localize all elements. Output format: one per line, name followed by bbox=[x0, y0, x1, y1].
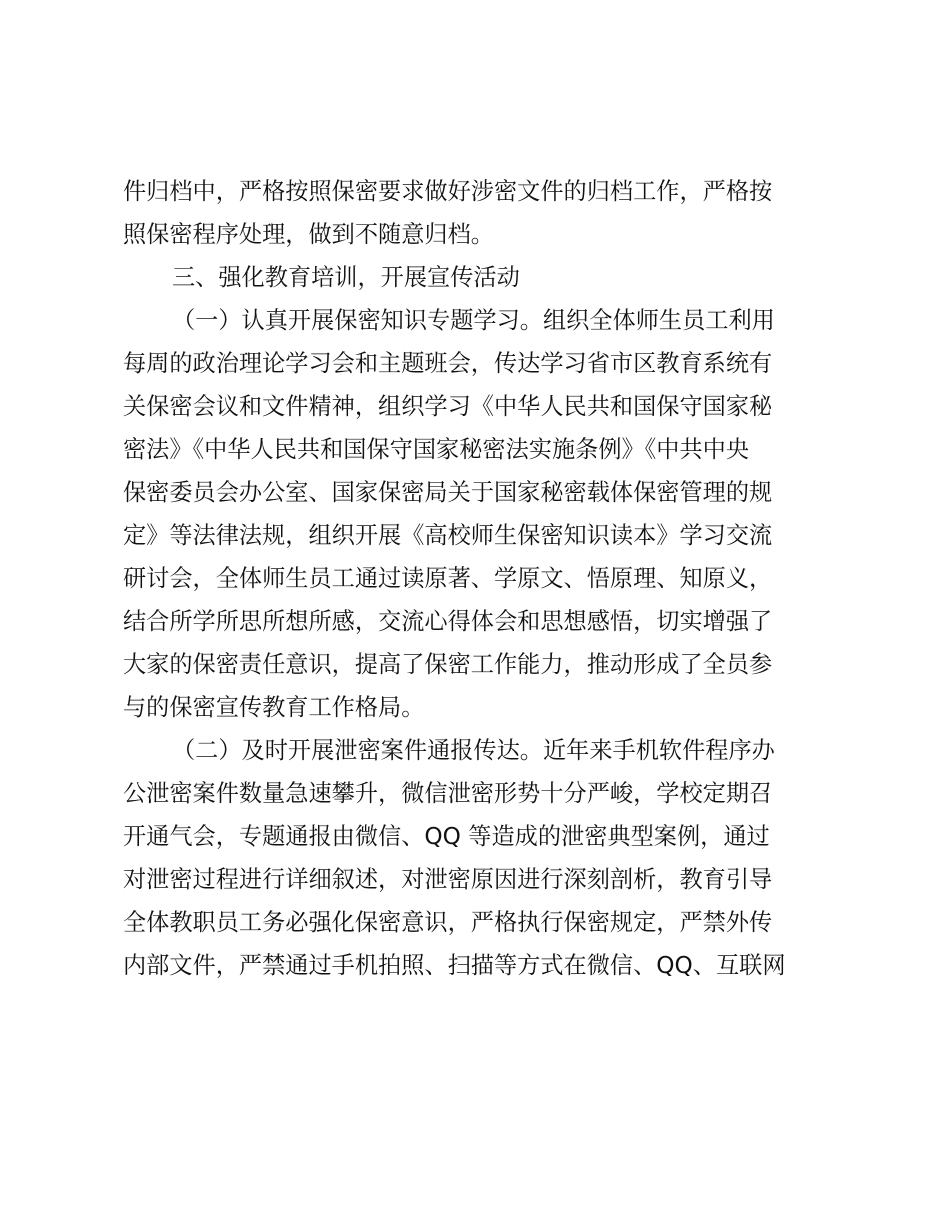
text-line-17: 对泄密过程进行详细叙述，对泄密原因进行深刻剖析，教育引导 bbox=[123, 866, 773, 893]
text-line-15: 公泄密案件数量急速攀升，微信泄密形势十分严峻，学校定期召 bbox=[123, 780, 773, 807]
text-line-6: 关保密会议和文件精神，组织学习《中华人民共和国保守国家秘 bbox=[123, 393, 773, 420]
text-line-7: 密法》《中华人民共和国保守国家秘密法实施条例》《中共中央 bbox=[123, 436, 750, 463]
text-line-16: 开通气会，专题通报由微信、QQ 等造成的泄密典型案例，通过 bbox=[123, 823, 770, 850]
text-line-12: 大家的保密责任意识，提高了保密工作能力，推动形成了全员参 bbox=[123, 651, 773, 678]
text-line-14: （二）及时开展泄密案件通报传达。近年来手机软件程序办 bbox=[172, 737, 775, 764]
text-line-13: 与的保密宣传教育工作格局。 bbox=[123, 694, 425, 721]
text-line-9: 定》等法律法规，组织开展《高校师生保密知识读本》学习交流 bbox=[123, 522, 773, 549]
text-line-19: 内部文件，严禁通过手机拍照、扫描等方式在微信、QQ、互联网 bbox=[123, 952, 786, 979]
text-line-1: 件归档中，严格按照保密要求做好涉密文件的归档工作，严格按 bbox=[123, 178, 773, 205]
text-line-11: 结合所学所思所想所感，交流心得体会和思想感悟，切实增强了 bbox=[123, 608, 773, 635]
text-line-4: （一）认真开展保密知识专题学习。组织全体师生员工利用 bbox=[172, 307, 775, 334]
text-line-10: 研讨会，全体师生员工通过读原著、学原文、悟原理、知原义， bbox=[123, 565, 773, 592]
text-line-8: 保密委员会办公室、国家保密局关于国家秘密载体保密管理的规 bbox=[123, 479, 773, 506]
text-line-5: 每周的政治理论学习会和主题班会，传达学习省市区教育系统有 bbox=[123, 350, 773, 377]
text-line-18: 全体教职员工务必强化保密意识，严格执行保密规定，严禁外传 bbox=[123, 909, 773, 936]
section-heading: 三、强化教育培训，开展宣传活动 bbox=[172, 264, 520, 291]
text-line-2: 照保密程序处理，做到不随意归档。 bbox=[123, 221, 494, 248]
